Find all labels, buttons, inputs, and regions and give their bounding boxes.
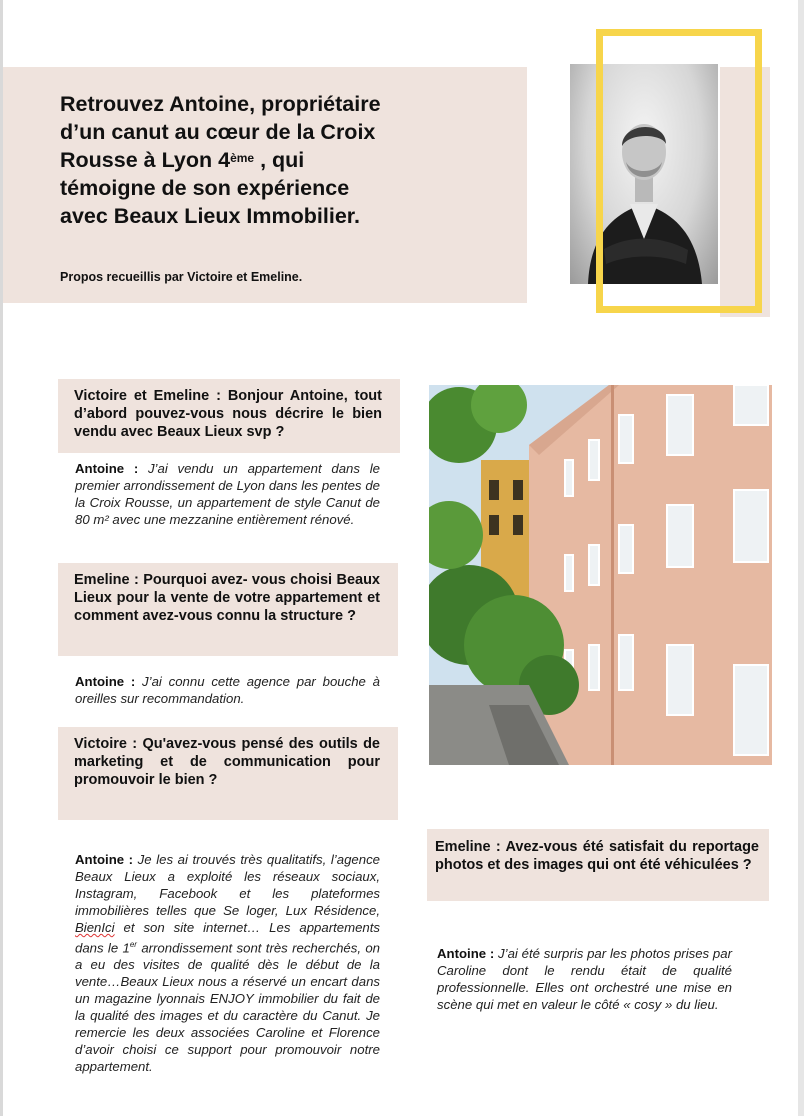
question-4: Emeline : Avez-vous été satisfait du reportage photos et des images qui ont été véhiculées ? <box>427 829 769 901</box>
building-photo <box>429 385 772 765</box>
answer-3: Antoine : Je les ai trouvés très qualitatifs, l’agence Beaux Lieux a exploité les réseaux sociaux, Instagram, Facebook et les plateformes immobilières telles que Se loger, Lux Résidence, BienIci et son site internet… Les appartements dans le 1er arrondissement sont très recherchés, on a eu des visites de qualité dès le début de la vente…Beaux Lieux nous a réservé un encart dans un magazine lyonnais ENJOY immobilier du fait de la qualité des images et du caractère du Canut. Je remercie les deux associées Caroline et Florence d’avoir choisi ce support pour promouvoir notre appartement. <box>75 852 380 1075</box>
question-3: Victoire : Qu'avez-vous pensé des outils de marketing et de communication pour promouvoir le bien ? <box>58 727 398 820</box>
answer-3-superscript: er <box>129 940 137 949</box>
page-right-edge <box>798 0 804 1116</box>
credits-line: Propos recueillis par Victoire et Emeline. <box>60 270 303 284</box>
answer-3-speaker: Antoine : <box>75 852 134 867</box>
answer-2 <box>75 673 380 707</box>
answer-2-speaker: Antoine : <box>75 674 136 689</box>
answer-4-text: J’ai été surpris par les photos prises par Caroline dont le rendu était de qualité professionnelle. Elles ont orchestré une mise en scène qui met en valeur le côté « cosy » du lieu. <box>437 946 732 1012</box>
question-1: Victoire et Emeline : Bonjour Antoine, tout d’abord pouvez-vous nous décrire le bien vendu avec Beaux Lieux svp ? <box>58 379 400 453</box>
answer-4 <box>437 945 732 1013</box>
article-title: Retrouvez Antoine, propriétaire d’un canut au cœur de la Croix Rousse à Lyon 4ème , qui témoigne de son expérience avec Beaux Lieux Immobilier. <box>60 92 381 228</box>
answer-1 <box>75 460 380 528</box>
answer-3-bienici: BienIci <box>75 920 115 935</box>
answer-1-speaker: Antoine : <box>75 461 139 476</box>
answer-4-speaker: Antoine : <box>437 946 495 961</box>
answer-1-text: J’ai vendu un appartement dans le premier arrondissement de Lyon dans les pentes de la Croix Rousse, un appartement de style Canut de 80 m² avec une mezzanine entièrement rénové. <box>75 461 380 527</box>
portrait-yellow-frame <box>596 29 762 313</box>
answer-2-text: J’ai connu cette agence par bouche à oreilles sur recommandation. <box>75 674 380 706</box>
building-illustration <box>429 385 772 765</box>
title-superscript: ème <box>230 151 255 165</box>
question-2: Emeline : Pourquoi avez- vous choisi Beaux Lieux pour la vente de votre appartement et comment avez-vous connu la structure ? <box>58 563 398 656</box>
